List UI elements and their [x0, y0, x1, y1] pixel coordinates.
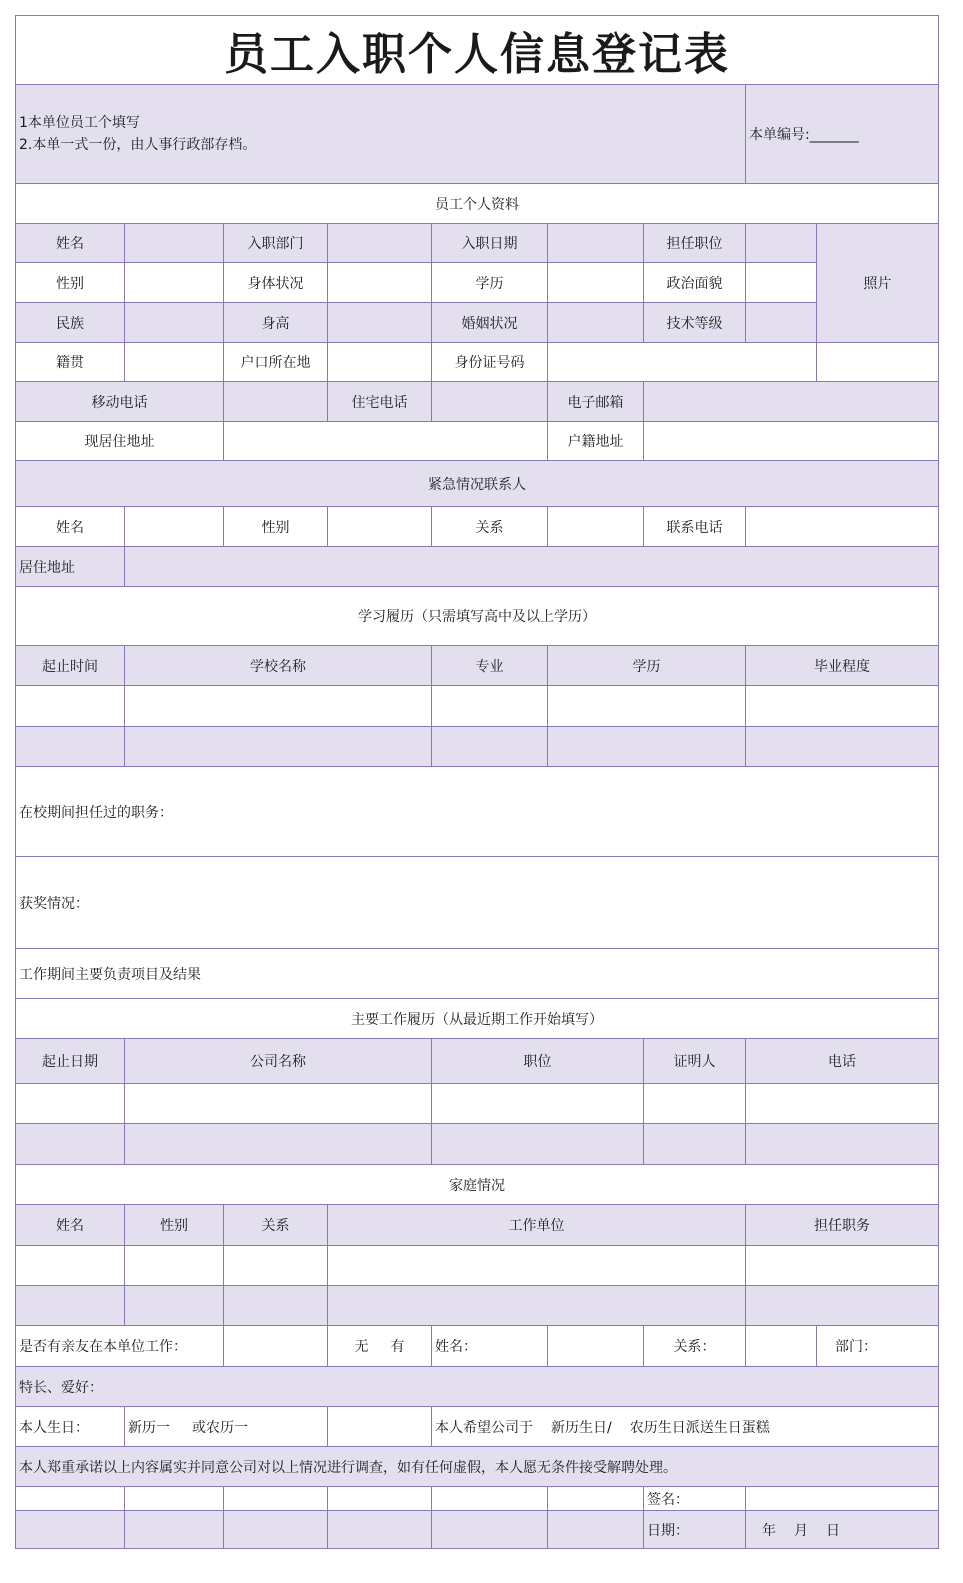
- cell-empty: [328, 1487, 432, 1511]
- edu-cell[interactable]: [746, 686, 939, 727]
- birthday-solar: 新历一: [128, 1419, 170, 1436]
- page-title: 员工入职个人信息登记表: [16, 16, 939, 85]
- work-cell[interactable]: [16, 1084, 125, 1124]
- edu-header-school: 学校名称: [125, 646, 432, 686]
- input-birthday[interactable]: [328, 1407, 432, 1447]
- edu-cell[interactable]: [125, 727, 432, 767]
- family-cell[interactable]: [16, 1286, 125, 1326]
- label-id-number: 身份证号码: [432, 343, 548, 382]
- label-birthday: 本人生日：: [16, 1407, 125, 1447]
- table-row: [16, 1124, 939, 1165]
- work-header-reference: 证明人: [644, 1039, 746, 1084]
- date-day: 日: [826, 1522, 840, 1539]
- family-header-gender: 性别: [125, 1205, 224, 1246]
- work-cell[interactable]: [644, 1124, 746, 1165]
- cell-empty: [16, 1511, 125, 1549]
- input-political[interactable]: [746, 263, 817, 303]
- edu-header-period: 起止时间: [16, 646, 125, 686]
- input-health[interactable]: [328, 263, 432, 303]
- input-emergency-name[interactable]: [125, 507, 224, 547]
- relatives-choice[interactable]: [328, 1326, 432, 1367]
- label-hukou-address: 户籍地址: [548, 422, 644, 461]
- input-hukou-place[interactable]: [328, 343, 432, 382]
- label-emergency-phone: 联系电话: [644, 507, 746, 547]
- label-relative-name: 姓名：: [432, 1326, 548, 1367]
- input-current-address[interactable]: [224, 422, 548, 461]
- birthday-lunar: 或农历一: [192, 1419, 248, 1436]
- label-email: 电子邮箱: [548, 382, 644, 422]
- family-cell[interactable]: [224, 1246, 328, 1286]
- input-height[interactable]: [328, 303, 432, 343]
- label-signature: 签名：: [644, 1487, 746, 1511]
- cell-empty: [817, 343, 939, 382]
- label-education: 学历: [432, 263, 548, 303]
- form-number-field[interactable]: 本单编号:_______: [746, 85, 939, 184]
- awards-field[interactable]: 获奖情况：: [16, 857, 939, 949]
- family-header-name: 姓名: [16, 1205, 125, 1246]
- input-native-place[interactable]: [125, 343, 224, 382]
- label-relative-dept: 部门：: [817, 1326, 939, 1367]
- work-cell[interactable]: [746, 1124, 939, 1165]
- label-mobile: 移动电话: [16, 382, 224, 422]
- table-row: [16, 1286, 939, 1326]
- input-hukou-address[interactable]: [644, 422, 939, 461]
- edu-cell[interactable]: [125, 686, 432, 727]
- work-cell[interactable]: [644, 1084, 746, 1124]
- label-tech-level: 技术等级: [644, 303, 746, 343]
- input-join-date[interactable]: [548, 224, 644, 263]
- input-relatives[interactable]: [224, 1326, 328, 1367]
- section-family: 家庭情况: [16, 1165, 939, 1205]
- work-cell[interactable]: [125, 1124, 432, 1165]
- work-cell[interactable]: [432, 1084, 644, 1124]
- work-header-position: 职位: [432, 1039, 644, 1084]
- input-home-phone[interactable]: [432, 382, 548, 422]
- edu-header-degree: 学历: [548, 646, 746, 686]
- work-cell[interactable]: [746, 1084, 939, 1124]
- cell-empty: [224, 1511, 328, 1549]
- label-relative-relation: 关系：: [644, 1326, 746, 1367]
- edu-cell[interactable]: [16, 727, 125, 767]
- work-cell[interactable]: [16, 1124, 125, 1165]
- projects-field[interactable]: 工作期间主要负责项目及结果: [16, 949, 939, 999]
- label-name: 姓名: [16, 224, 125, 263]
- family-cell[interactable]: [328, 1246, 746, 1286]
- cell-empty: [125, 1487, 224, 1511]
- edu-cell[interactable]: [432, 727, 548, 767]
- input-emergency-gender[interactable]: [328, 507, 432, 547]
- input-ethnicity[interactable]: [125, 303, 224, 343]
- wish-lunar: 农历生日派送生日蛋糕: [629, 1419, 770, 1436]
- registration-form-table: [15, 15, 939, 1549]
- edu-header-graduation: 毕业程度: [746, 646, 939, 686]
- input-emergency-phone[interactable]: [746, 507, 939, 547]
- label-political: 政治面貌: [644, 263, 746, 303]
- label-current-address: 现居住地址: [16, 422, 224, 461]
- pledge-statement: 本人郑重承诺以上内容属实并同意公司对以上情况进行调查，如有任何虚假，本人愿无条件接受解聘处理。: [16, 1447, 939, 1487]
- input-signature[interactable]: [746, 1487, 939, 1511]
- label-emergency-relation: 关系: [432, 507, 548, 547]
- input-email[interactable]: [644, 382, 939, 422]
- input-education[interactable]: [548, 263, 644, 303]
- family-cell[interactable]: [224, 1286, 328, 1326]
- label-home-phone: 住宅电话: [328, 382, 432, 422]
- label-date: 日期：: [644, 1511, 746, 1549]
- hobbies-field[interactable]: 特长、爱好：: [16, 1367, 939, 1407]
- work-cell[interactable]: [432, 1124, 644, 1165]
- input-position[interactable]: [746, 224, 817, 263]
- photo-box[interactable]: 照片: [817, 224, 939, 343]
- work-cell[interactable]: [125, 1084, 432, 1124]
- family-header-relation: 关系: [224, 1205, 328, 1246]
- cell-empty: [432, 1487, 548, 1511]
- table-row: [16, 1084, 939, 1124]
- family-cell[interactable]: [125, 1246, 224, 1286]
- label-emergency-gender: 性别: [224, 507, 328, 547]
- family-cell[interactable]: [746, 1246, 939, 1286]
- input-emergency-address[interactable]: [125, 547, 939, 587]
- cell-empty: [548, 1511, 644, 1549]
- cell-empty: [328, 1511, 432, 1549]
- work-header-phone: 电话: [746, 1039, 939, 1084]
- input-date[interactable]: [746, 1511, 939, 1549]
- option-yes[interactable]: 有: [390, 1339, 405, 1355]
- label-relatives-question: 是否有亲友在本单位工作：: [16, 1326, 224, 1367]
- table-row: [16, 727, 939, 767]
- input-name[interactable]: [125, 224, 224, 263]
- input-department[interactable]: [328, 224, 432, 263]
- input-relative-name[interactable]: [548, 1326, 644, 1367]
- date-month: 月: [794, 1522, 808, 1539]
- table-row: [16, 686, 939, 727]
- school-roles-field[interactable]: 在校期间担任过的职务：: [16, 767, 939, 857]
- label-emergency-name: 姓名: [16, 507, 125, 547]
- section-work-history: 主要工作履历（从最近期工作开始填写）: [16, 999, 939, 1039]
- edu-cell[interactable]: [16, 686, 125, 727]
- work-header-company: 公司名称: [125, 1039, 432, 1084]
- input-mobile[interactable]: [224, 382, 328, 422]
- cell-empty: [432, 1511, 548, 1549]
- label-marital: 婚姻状况: [432, 303, 548, 343]
- input-relative-relation[interactable]: [746, 1326, 817, 1367]
- date-year: 年: [762, 1522, 776, 1539]
- edu-cell[interactable]: [746, 727, 939, 767]
- label-height: 身高: [224, 303, 328, 343]
- edu-cell[interactable]: [548, 727, 746, 767]
- label-emergency-address: 居住地址: [16, 547, 125, 587]
- edu-header-major: 专业: [432, 646, 548, 686]
- label-native-place: 籍贯: [16, 343, 125, 382]
- family-header-duty: 担任职务: [746, 1205, 939, 1246]
- option-no[interactable]: 无: [354, 1339, 369, 1355]
- input-id-number[interactable]: [548, 343, 817, 382]
- note-line-2: 2.本单一式一份，由人事行政部存档。: [19, 137, 257, 153]
- section-emergency: 紧急情况联系人: [16, 461, 939, 507]
- birthday-cake-wish[interactable]: [432, 1407, 939, 1447]
- input-emergency-relation[interactable]: [548, 507, 644, 547]
- cell-empty: [224, 1487, 328, 1511]
- work-header-period: 起止日期: [16, 1039, 125, 1084]
- label-position: 担任职位: [644, 224, 746, 263]
- label-health: 身体状况: [224, 263, 328, 303]
- input-tech-level[interactable]: [746, 303, 817, 343]
- input-gender[interactable]: [125, 263, 224, 303]
- section-education: 学习履历（只需填写高中及以上学历）: [16, 587, 939, 646]
- wish-solar: 新历生日/: [551, 1419, 612, 1436]
- form-notes: [16, 85, 746, 184]
- label-gender: 性别: [16, 263, 125, 303]
- family-cell[interactable]: [125, 1286, 224, 1326]
- family-cell[interactable]: [16, 1246, 125, 1286]
- wish-text: 本人希望公司于: [435, 1419, 533, 1436]
- family-cell[interactable]: [746, 1286, 939, 1326]
- cell-empty: [548, 1487, 644, 1511]
- edu-cell[interactable]: [432, 686, 548, 727]
- cell-empty: [16, 1487, 125, 1511]
- section-personal-info: 员工个人资料: [16, 184, 939, 224]
- birthday-calendar[interactable]: [125, 1407, 328, 1447]
- label-department: 入职部门: [224, 224, 328, 263]
- edu-cell[interactable]: [548, 686, 746, 727]
- family-header-employer: 工作单位: [328, 1205, 746, 1246]
- table-row: [16, 1246, 939, 1286]
- label-hukou-place: 户口所在地: [224, 343, 328, 382]
- label-join-date: 入职日期: [432, 224, 548, 263]
- family-cell[interactable]: [328, 1286, 746, 1326]
- label-ethnicity: 民族: [16, 303, 125, 343]
- note-line-1: 1本单位员工个填写: [19, 115, 140, 131]
- cell-empty: [125, 1511, 224, 1549]
- input-marital[interactable]: [548, 303, 644, 343]
